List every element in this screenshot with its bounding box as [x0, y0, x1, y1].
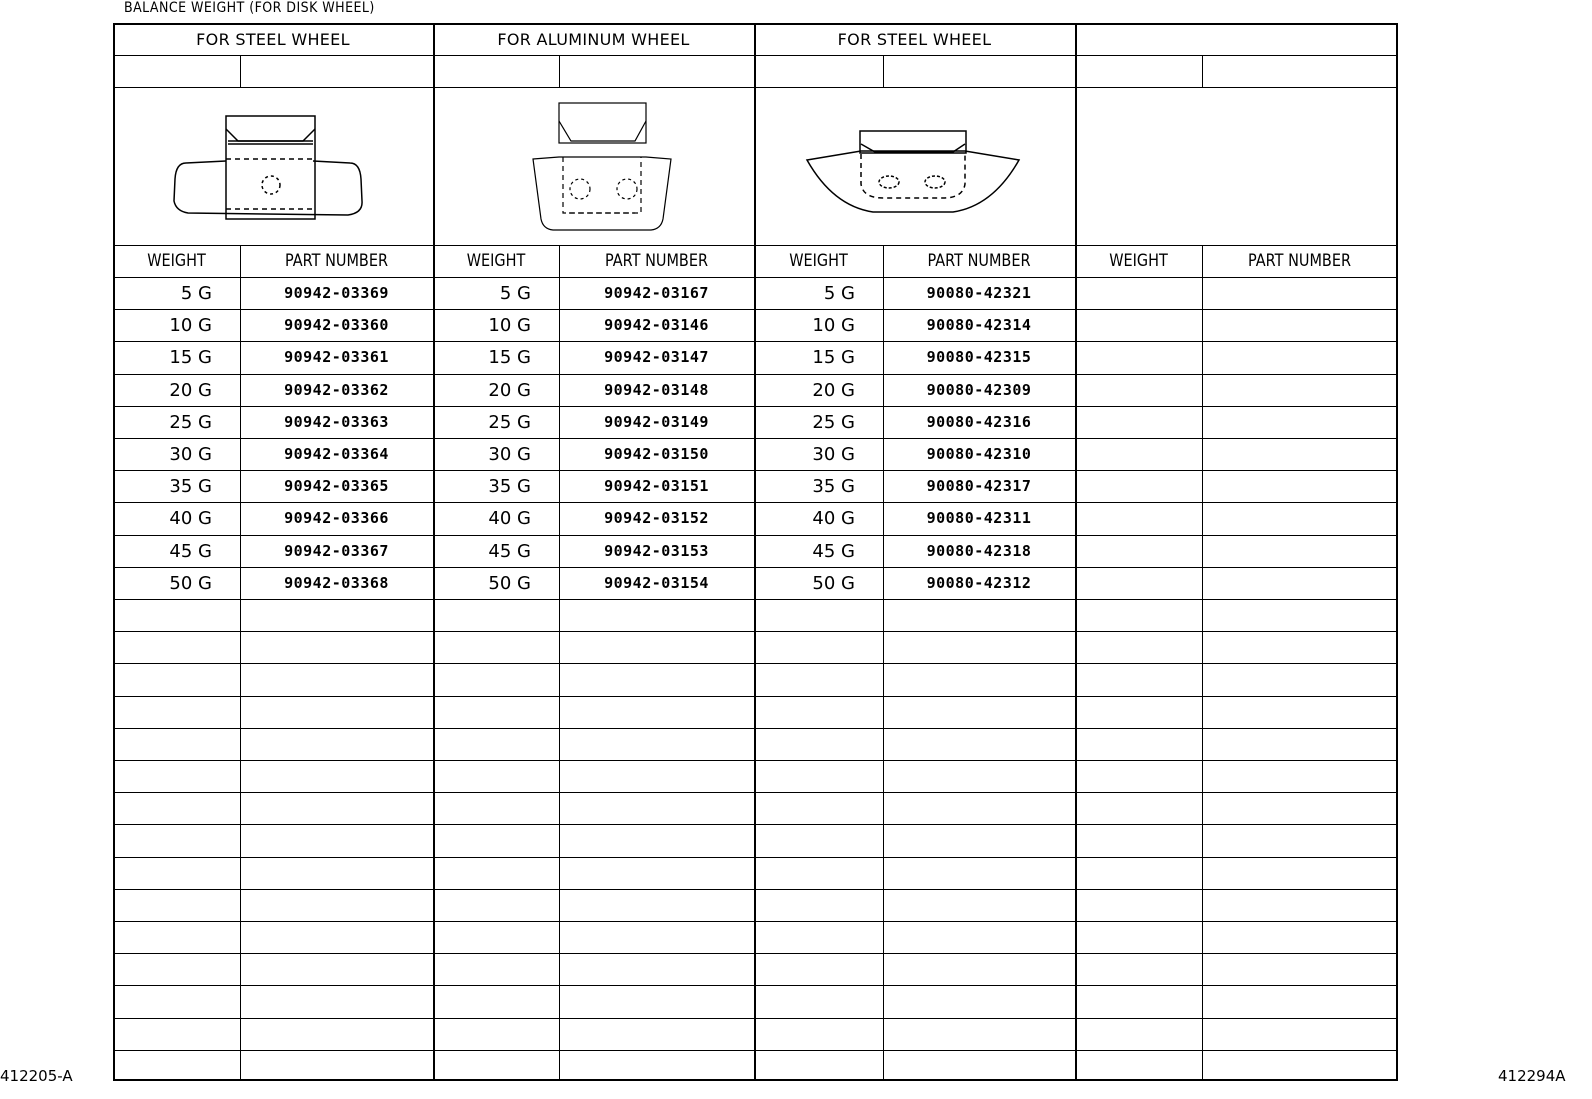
part-number-cell: 90080-42312: [926, 574, 1032, 592]
weight-cell: 25 G: [812, 411, 855, 433]
part-number-cell: 90942-03361: [284, 348, 389, 366]
part-number-cell: 90942-03368: [284, 574, 389, 592]
weight-cell: 15 G: [169, 346, 212, 368]
part-number-cell: 90080-42315: [926, 348, 1032, 366]
weight-cell: 45 G: [169, 540, 212, 562]
part-number-cell: 90942-03153: [604, 542, 709, 560]
weight-cell: 30 G: [812, 443, 855, 465]
weight-cell: 50 G: [169, 572, 212, 594]
part-number-cell: 90080-42321: [926, 284, 1032, 302]
aluminum-clip-weight-icon: [523, 101, 683, 236]
weight-cell: 30 G: [488, 443, 531, 465]
weight-cell: 20 G: [169, 379, 212, 401]
part-number-cell: 90942-03154: [604, 574, 709, 592]
weight-cell: 25 G: [488, 411, 531, 433]
weight-cell: 35 G: [812, 475, 855, 497]
weight-cell: 10 G: [169, 314, 212, 336]
part-number-column-header: PART NUMBER: [1247, 251, 1352, 271]
weight-cell: 15 G: [488, 346, 531, 368]
weight-column-header: WEIGHT: [789, 251, 848, 271]
part-number-cell: 90942-03363: [284, 413, 389, 431]
part-number-cell: 90942-03149: [604, 413, 709, 431]
weight-column-header: WEIGHT: [1109, 251, 1168, 271]
section-heading: [1075, 23, 1397, 55]
part-number-cell: 90942-03364: [284, 445, 389, 463]
section-heading: FOR STEEL WHEEL: [837, 29, 992, 49]
document-title: BALANCE WEIGHT (FOR DISK WHEEL): [124, 0, 375, 16]
weight-cell: 5 G: [823, 282, 855, 304]
part-number-cell: 90942-03362: [284, 381, 389, 399]
part-number-cell: 90942-03151: [604, 477, 709, 495]
weight-column-header: WEIGHT: [147, 251, 206, 271]
part-number-cell: 90942-03366: [284, 509, 389, 527]
weight-cell: 50 G: [812, 572, 855, 594]
part-number-column-header: PART NUMBER: [284, 251, 389, 271]
part-number-cell: 90942-03152: [604, 509, 709, 527]
weight-cell: 45 G: [812, 540, 855, 562]
weight-cell: 40 G: [169, 507, 212, 529]
weight-cell: 20 G: [488, 379, 531, 401]
weight-cell: 45 G: [488, 540, 531, 562]
weight-cell: 15 G: [812, 346, 855, 368]
weight-cell: 40 G: [812, 507, 855, 529]
part-number-cell: 90942-03148: [604, 381, 709, 399]
part-number-column-header: PART NUMBER: [927, 251, 1031, 271]
part-number-cell: 90942-03365: [284, 477, 389, 495]
footer-left-code: 412205-A: [0, 1067, 73, 1085]
weight-cell: 30 G: [169, 443, 212, 465]
weight-cell: 40 G: [488, 507, 531, 529]
section-heading: FOR STEEL WHEEL: [196, 29, 350, 49]
weight-cell: 5 G: [499, 282, 531, 304]
part-number-cell: 90942-03150: [604, 445, 709, 463]
part-number-cell: 90080-42309: [926, 381, 1032, 399]
part-number-cell: 90080-42314: [926, 316, 1032, 334]
weight-cell: 35 G: [488, 475, 531, 497]
part-number-cell: 90080-42311: [926, 509, 1032, 527]
curved-clip-weight-icon: [803, 126, 1033, 216]
part-number-cell: 90942-03369: [284, 284, 389, 302]
weight-cell: 10 G: [488, 314, 531, 336]
part-number-cell: 90942-03146: [604, 316, 709, 334]
part-number-cell: 90942-03147: [604, 348, 709, 366]
footer-right-code: 412294A: [1498, 1067, 1566, 1085]
balance-weight-table: [113, 23, 1397, 1080]
part-number-cell: 90942-03167: [604, 284, 709, 302]
part-number-cell: 90080-42310: [926, 445, 1032, 463]
weight-cell: 25 G: [169, 411, 212, 433]
part-number-cell: 90080-42318: [926, 542, 1032, 560]
part-number-column-header: PART NUMBER: [604, 251, 709, 271]
weight-cell: 10 G: [812, 314, 855, 336]
part-number-cell: 90080-42316: [926, 413, 1032, 431]
part-number-cell: 90942-03367: [284, 542, 389, 560]
weight-cell: 35 G: [169, 475, 212, 497]
steel-clip-weight-icon: [168, 111, 378, 226]
weight-cell: 5 G: [180, 282, 212, 304]
part-number-cell: 90942-03360: [284, 316, 389, 334]
section-heading: FOR ALUMINUM WHEEL: [497, 29, 690, 49]
part-number-cell: 90080-42317: [926, 477, 1032, 495]
weight-cell: 50 G: [488, 572, 531, 594]
weight-column-header: WEIGHT: [466, 251, 526, 271]
weight-cell: 20 G: [812, 379, 855, 401]
